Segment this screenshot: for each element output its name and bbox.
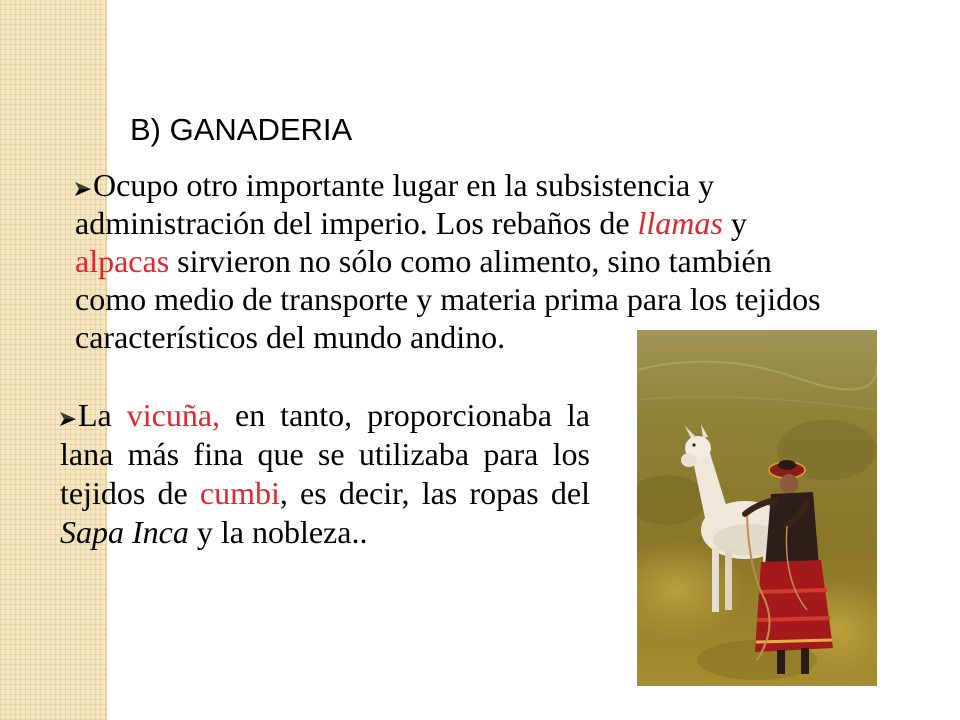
paragraph-line — [75, 204, 821, 242]
text-segment: , es decir, las ropas del — [279, 475, 590, 511]
paragraph-line — [60, 396, 590, 435]
text-segment: sirvieron no sólo como alimento, sino también — [169, 243, 772, 279]
text-segment: La — [78, 397, 127, 433]
highlight-vicuna: vicuña, — [126, 397, 221, 433]
paragraph-line — [60, 474, 590, 513]
paragraph-line — [75, 166, 821, 204]
highlight-alpacas: alpacas — [75, 243, 170, 279]
highlight-cumbi: cumbi — [199, 475, 280, 511]
text-segment: lana más fina que se utilizaba para los — [60, 436, 590, 472]
italic-sapa-inca: Sapa Inca — [60, 514, 189, 550]
text-segment: y — [722, 205, 747, 241]
arrow-bullet-icon — [75, 181, 91, 197]
highlight-llamas: llamas — [637, 205, 723, 241]
paragraph-ganaderia — [75, 166, 821, 356]
llama-photo — [637, 330, 877, 686]
text-segment: tejidos de — [60, 475, 200, 511]
paragraph-line — [75, 242, 821, 280]
text-segment: como medio de transporte y materia prima para los tejidos — [75, 281, 821, 317]
paragraph-line — [75, 280, 821, 318]
decorative-side-strip — [0, 0, 107, 720]
paragraph-vicuna — [60, 396, 590, 552]
text-segment: característicos del mundo andino. — [75, 319, 506, 355]
arrow-bullet-icon — [60, 411, 76, 427]
text-segment: en tanto, proporcionaba la — [220, 397, 590, 433]
text-segment: administración del imperio. Los rebaños de — [75, 205, 638, 241]
text-segment: y la nobleza.. — [188, 514, 368, 550]
text-segment: Ocupo otro importante lugar en la subsistencia y — [93, 167, 715, 203]
paragraph-line — [60, 435, 590, 474]
paragraph-line — [60, 513, 590, 552]
slide-title: B) GANADERIA — [130, 112, 353, 147]
